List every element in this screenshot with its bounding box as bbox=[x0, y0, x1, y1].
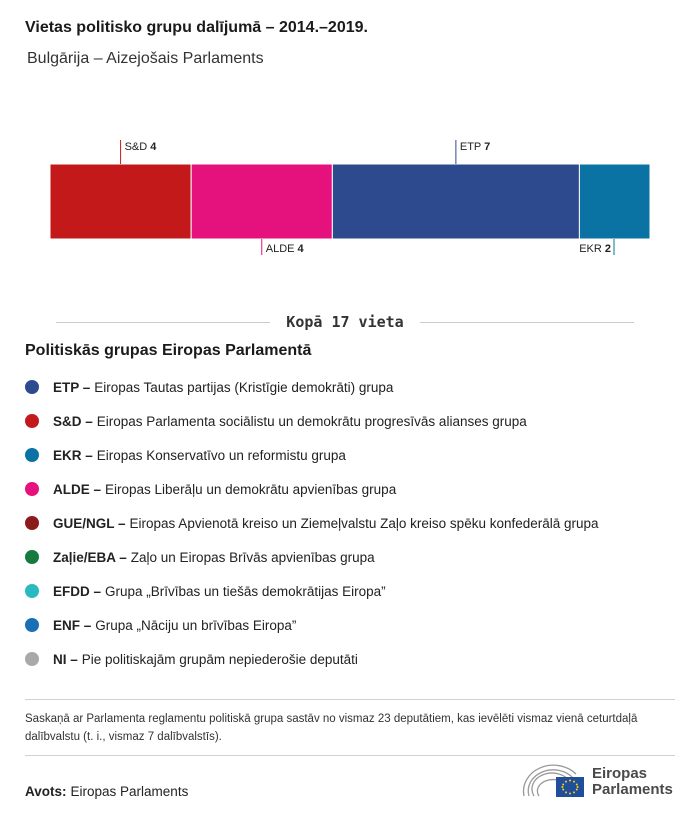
bar-segment-etp bbox=[332, 164, 579, 239]
legend-desc: Eiropas Apvienotā kreiso un Ziemeļvalstu Zaļo kreiso spēku konfederālā grupa bbox=[129, 515, 599, 531]
legend-item-enf bbox=[25, 608, 599, 642]
legend-abbr: EFDD – bbox=[53, 583, 102, 599]
legend-title: Politiskās grupas Eiropas Parlamentā bbox=[25, 342, 312, 359]
legend-desc: Zaļo un Eiropas Brīvās apvienības grupa bbox=[130, 549, 375, 565]
total-seats-row bbox=[56, 312, 634, 332]
data-label-s-d: S&D 4 bbox=[124, 141, 157, 153]
legend-abbr: ENF – bbox=[53, 617, 92, 633]
legend-desc: Eiropas Liberāļu un demokrātu apvienības grupa bbox=[105, 481, 397, 497]
legend-item-gue-ngl bbox=[25, 506, 599, 540]
legend-item-efdd bbox=[25, 574, 599, 608]
data-label-alde: ALDE 4 bbox=[265, 243, 304, 255]
bar-segment-ekr bbox=[579, 164, 650, 239]
footnote: Saskaņā ar Parlamenta reglamentu politiskā grupa sastāv no vismaz 23 deputātiem, kas ievēlēti vismaz vienā ceturtdaļā dalībvalstu (t. i., vismaz 7 dalībvalstīs). bbox=[25, 699, 675, 756]
logo-line-1: Eiropas bbox=[592, 765, 648, 782]
legend-abbr: EKR – bbox=[53, 447, 93, 463]
bar-segment-alde bbox=[191, 164, 332, 239]
legend-list bbox=[25, 370, 599, 676]
total-seats-label: Kopā 17 vieta bbox=[286, 313, 404, 331]
logo-line-2: Parlaments bbox=[592, 781, 673, 798]
logo-text bbox=[592, 766, 673, 798]
legend-dot-icon bbox=[25, 380, 39, 394]
legend-item-alde bbox=[25, 472, 599, 506]
legend-dot-icon bbox=[25, 448, 39, 462]
european-parliament-logo-icon bbox=[520, 762, 586, 802]
source-label: Avots: bbox=[25, 784, 67, 799]
legend-item-ni bbox=[25, 642, 599, 676]
legend-item-sd bbox=[25, 404, 599, 438]
legend-item-greens-efa bbox=[25, 540, 599, 574]
bar-segment-s-d bbox=[50, 164, 191, 239]
legend-abbr: Zaļie/EBA – bbox=[53, 549, 127, 565]
stacked-bar-chart bbox=[0, 130, 700, 280]
source-line bbox=[25, 784, 188, 799]
legend-dot-icon bbox=[25, 584, 39, 598]
legend-dot-icon bbox=[25, 652, 39, 666]
legend-dot-icon bbox=[25, 618, 39, 632]
legend-desc: Grupa „Brīvības un tiešās demokrātijas Eiropa” bbox=[105, 583, 386, 599]
legend-abbr: ALDE – bbox=[53, 481, 102, 497]
data-label-etp: ETP 7 bbox=[459, 141, 491, 153]
legend-abbr: S&D – bbox=[53, 413, 93, 429]
legend-abbr: NI – bbox=[53, 651, 78, 667]
legend-desc: Eiropas Konservatīvo un reformistu grupa bbox=[96, 447, 346, 463]
legend-item-etp bbox=[25, 370, 599, 404]
legend-dot-icon bbox=[25, 550, 39, 564]
legend-abbr: ETP – bbox=[53, 379, 91, 395]
page-title: Vietas politisko grupu dalījumā – 2014.–2019. bbox=[25, 19, 368, 36]
legend-desc: Pie politiskajām grupām nepiederošie deputāti bbox=[81, 651, 358, 667]
legend-dot-icon bbox=[25, 516, 39, 530]
legend-desc: Eiropas Parlamenta sociālistu un demokrātu progresīvās alianses grupa bbox=[96, 413, 527, 429]
page-subtitle: Bulgārija – Aizejošais Parlaments bbox=[27, 50, 264, 67]
legend-dot-icon bbox=[25, 482, 39, 496]
legend-desc: Eiropas Tautas partijas (Kristīgie demokrāti) grupa bbox=[94, 379, 394, 395]
data-label-ekr: EKR 2 bbox=[579, 243, 611, 255]
legend-dot-icon bbox=[25, 414, 39, 428]
legend-desc: Grupa „Nāciju un brīvības Eiropa” bbox=[95, 617, 297, 633]
source-value: Eiropas Parlaments bbox=[70, 784, 189, 799]
legend-abbr: GUE/NGL – bbox=[53, 515, 126, 531]
european-parliament-logo bbox=[520, 762, 680, 802]
legend-item-ekr bbox=[25, 438, 599, 472]
